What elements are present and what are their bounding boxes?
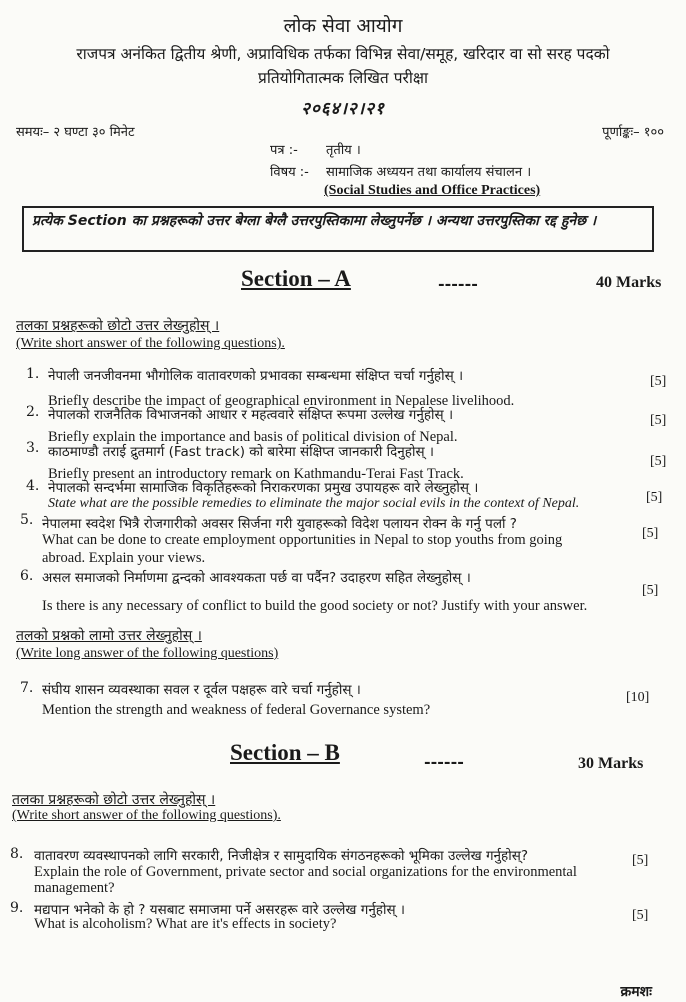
question-text-ne: नेपालको सन्दर्भमा सामाजिक विकृतिहरूको निराकरणका प्रमुख उपायहरू वारे लेख्नुहोस् ।	[48, 480, 479, 496]
exam-time: समयः– २ घण्टा ३० मिनेट	[16, 125, 135, 140]
section-b-dashes: ------	[424, 752, 464, 771]
question-text-ne: नेपालमा स्वदेश भित्रै रोजगारीको अवसर सिर्जना गरी युवाहरूको विदेश पलायन रोक्न के गर्नु पर्ला ?	[42, 516, 517, 532]
question-number: 1.	[26, 366, 40, 382]
section-a-dashes: ------	[438, 274, 478, 293]
section-b-marks: 30 Marks	[578, 755, 644, 772]
section-a-marks: 40 Marks	[596, 274, 662, 291]
question-text-en: Is there is any necessary of conflict to build the good society or not? Justify with your answer.	[42, 598, 588, 614]
paper-value: तृतीय ।	[326, 143, 361, 158]
notice-box: प्रत्येक Section का प्रश्नहरूको उत्तर बेग्ला बेग्लै उत्तरपुस्तिकामा लेख्नुपर्नेछ । अन्यथा उत्तरपुस्तिका रद्द हुनेछ ।	[22, 206, 654, 252]
question-marks: [5]	[650, 413, 667, 428]
question-text-ne: मद्यपान भनेको के हो ? यसबाट समाजमा पर्ने असरहरू वारे उल्लेख गर्नुहोस् ।	[34, 902, 406, 918]
question-text-ne: काठमाण्डौ तराई द्रुतमार्ग (Fast track) को बारेमा संक्षिप्त जानकारी दिनुहोस् ।	[48, 444, 434, 460]
question-number: 8.	[10, 846, 24, 862]
question-number: 7.	[20, 680, 34, 696]
full-marks: पूर्णाङ्कः– १००	[602, 125, 664, 140]
question-text-en: What can be done to create employment opportunities in Nepal to stop youths from going	[42, 532, 563, 548]
question-number: 2.	[26, 404, 40, 420]
question-marks: [5]	[632, 853, 649, 868]
question-text-en: Briefly explain the importance and basis of political division of Nepal.	[48, 429, 458, 445]
question-number: 3.	[26, 440, 40, 456]
question-number: 9.	[10, 900, 24, 916]
continued-marker: क्रमशः	[620, 984, 652, 1000]
section-b-short-instruction-en: (Write short answer of the following questions).	[12, 808, 281, 823]
section-a-long-instruction-ne: तलको प्रश्नको लामो उत्तर लेख्नुहोस् ।	[16, 628, 202, 644]
question-text-en: State what are the possible remedies to eliminate the major social evils in the context of Nepal.	[48, 496, 580, 511]
question-marks: [5]	[650, 374, 667, 389]
question-text-en: Briefly present an introductory remark on Kathmandu-Terai Fast Track.	[48, 466, 464, 482]
question-marks: [5]	[646, 490, 663, 505]
exam-subtitle-line2: प्रतियोगितात्मक लिखित परीक्षा	[258, 69, 428, 87]
question-text-en: Explain the role of Government, private sector and social organizations for the environmental	[34, 864, 577, 880]
question-number: 5.	[20, 512, 34, 528]
subject-english: (Social Studies and Office Practices)	[324, 183, 541, 198]
question-text-ne: संघीय शासन व्यवस्थाका सवल र दूर्वल पक्षहरू वारे चर्चा गर्नुहोस् ।	[42, 682, 361, 698]
exam-date: २०६४।२।२१	[301, 99, 385, 119]
section-a-short-instruction-en: (Write short answer of the following questions).	[16, 336, 285, 351]
section-a-title: Section – A	[241, 266, 351, 291]
exam-subtitle-line1: राजपत्र अनंकित द्वितीय श्रेणी, अप्राविधिक तर्फका विभिन्न सेवा/समूह, खरिदार वा सो सरह पदको	[76, 45, 610, 63]
question-marks: [10]	[626, 690, 650, 705]
question-text-en-continued: management?	[34, 880, 115, 896]
section-a-long-instruction-en: (Write long answer of the following questions)	[16, 646, 279, 661]
question-text-en: Briefly describe the impact of geographical environment in Nepalese livelihood.	[48, 393, 515, 409]
question-text-ne: असल समाजको निर्माणमा द्वन्दको आवश्यकता पर्छ वा पर्दैन? उदाहरण सहित लेख्नुहोस् ।	[42, 570, 471, 586]
section-a-short-instruction-ne: तलका प्रश्नहरूको छोटो उत्तर लेख्नुहोस् ।	[16, 318, 220, 334]
question-number: 4.	[26, 478, 40, 494]
question-marks: [5]	[642, 526, 659, 541]
question-marks: [5]	[642, 583, 659, 598]
paper-label: पत्र :-	[270, 143, 298, 158]
question-marks: [5]	[632, 908, 649, 923]
question-text-en: Mention the strength and weakness of federal Governance system?	[42, 702, 431, 718]
question-text-ne: नेपाली जनजीवनमा भौगोलिक वातावरणको प्रभावका सम्बन्धमा संक्षिप्त चर्चा गर्नुहोस् ।	[48, 368, 464, 384]
question-text-en: What is alcoholism? What are it's effects in society?	[34, 916, 337, 932]
question-number: 6.	[20, 568, 34, 584]
section-b-short-instruction-ne: तलका प्रश्नहरूको छोटो उत्तर लेख्नुहोस् ।	[12, 792, 216, 808]
question-text-ne: वातावरण व्यवस्थापनको लागि सरकारी, निजीक्षेत्र र सामुदायिक संगठनहरूको भूमिका उल्लेख गर्नुहोस्?	[34, 848, 528, 864]
exam-body-title: लोक सेवा आयोग	[283, 15, 403, 37]
section-b-title: Section – B	[230, 740, 340, 765]
question-text-en-continued: abroad. Explain your views.	[42, 550, 206, 566]
subject-value: सामाजिक अध्ययन तथा कार्यालय संचालन ।	[326, 165, 532, 180]
question-text-ne: नेपालको राजनैतिक विभाजनको आधार र महत्ववारे संक्षिप्त रूपमा उल्लेख गर्नुहोस् ।	[48, 407, 454, 423]
subject-label: विषय :-	[270, 165, 309, 180]
question-marks: [5]	[650, 454, 667, 469]
